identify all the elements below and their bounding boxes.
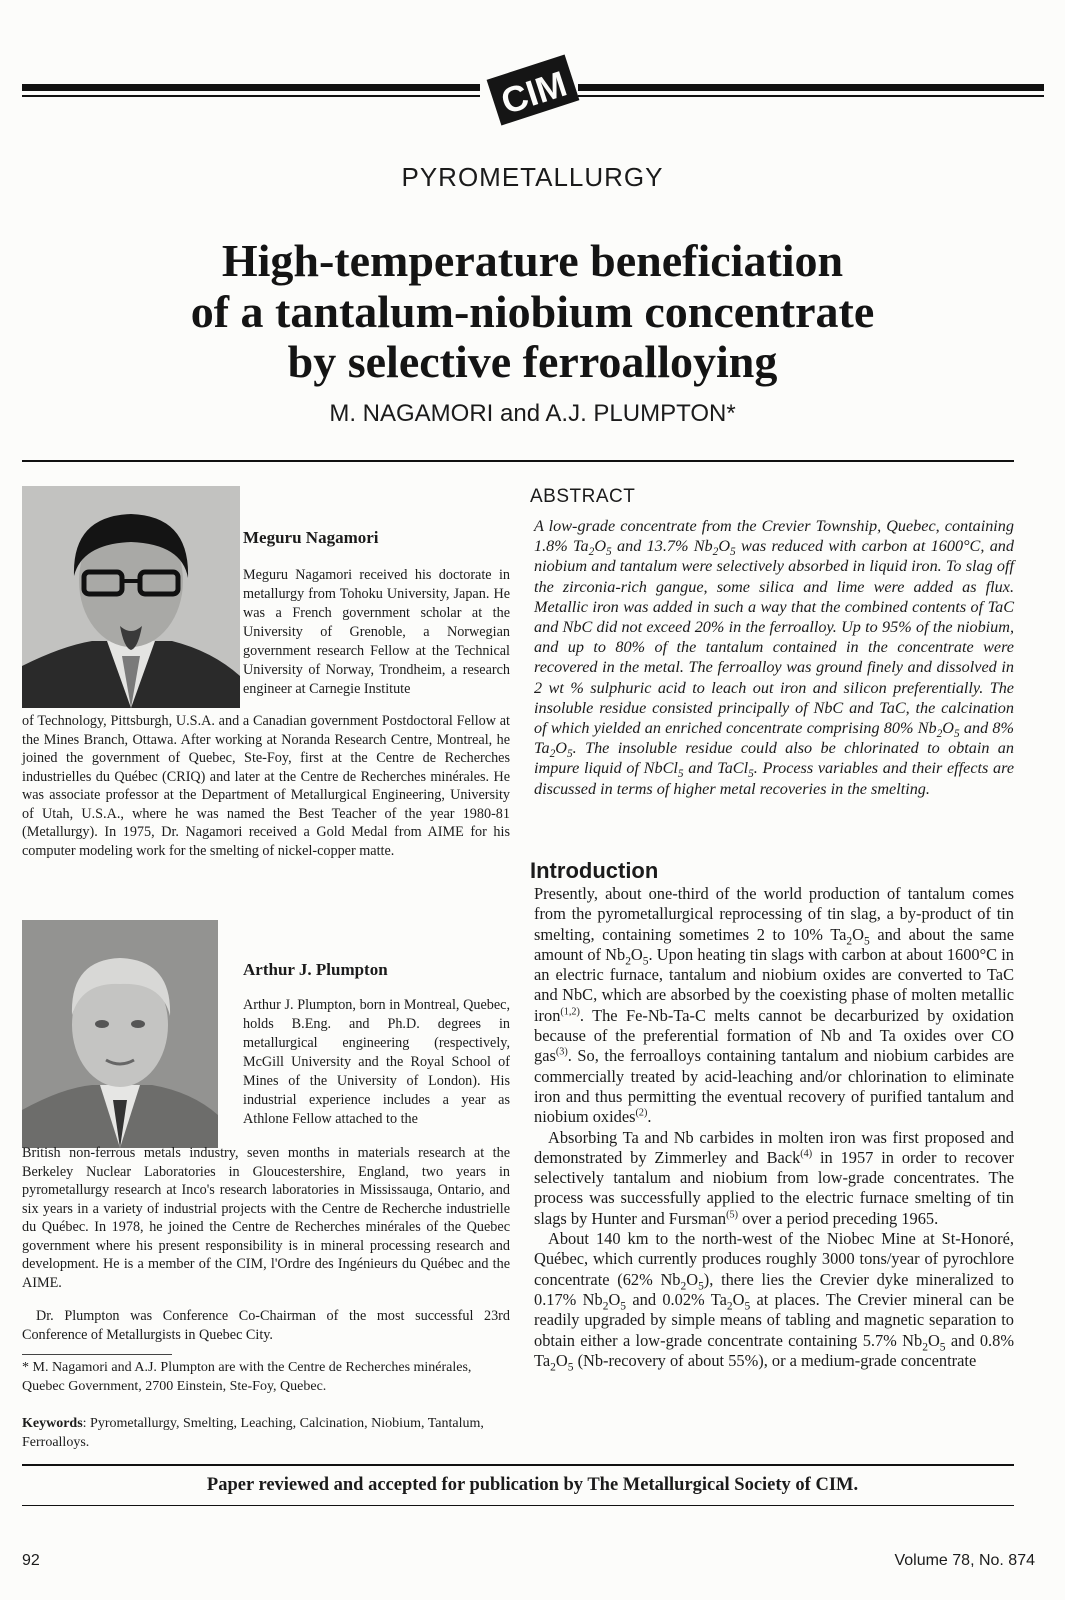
section-label: PYROMETALLURGY <box>401 162 664 192</box>
header-rule-right-thick <box>578 84 1044 91</box>
header-rule-left-thick <box>22 84 480 91</box>
intro-paragraph: Absorbing Ta and Nb carbides in molten iron was first proposed and demonstrated by Zimmerley and Back$^{(4)}$ in 1957 in order to recover selectively tantalum and niobium from low-grade concentrates. The process was successfully applied to the electric furnace smelting of tin slags by Hunter and Fursman$^{(5)}$ over a period preceding 1965. <box>534 1127 1014 1228</box>
title-line: by selective ferroalloying <box>287 336 778 388</box>
abstract-text: A low-grade concentrate from the Crevier Township, Quebec, containing 1.8% $Ta_2O_5$ and 13.7% $Nb_2O_5$ was reduced with carbon at 1600°C, and niobium and tantalum were selectively absorbed in liquid iron. To slag off the zirconia-rich gangue, some silica and lime were added as flux. Metallic iron was added in such a way that the combined contents of TaC and NbC did not exceed 20% in the ferroalloy. Up to 95% of the niobium, and up to 80% of the tantalum contained in the concentrate were recovered in the metal. The ferroalloy was ground finely and dissolved in 2 wt % sulphuric acid to leach out iron and silicon preferentially. The insoluble residue consisted principally of NbC and TaC, the calcination of which yielded an enriched concentrate comprising 80% $Nb_2O_5$ and 8% $Ta_2O_5$. The insoluble residue could also be chlorinated to obtain an impure liquid of NbCl$_5$ and TaCl$_5$. Process variables and their effects are discussed in terms of higher metal recoveries in the smelting. <box>534 517 1015 798</box>
header-rule-right-thin <box>578 95 1044 97</box>
keywords-text: : Pyrometallurgy, Smelting, Leaching, Calcination, Niobium, Tantalum, Ferroalloys. <box>22 1416 484 1450</box>
cim-logo-text: CIM <box>496 62 572 123</box>
paper-title <box>60 236 1005 388</box>
page-number: 92 <box>22 1552 40 1569</box>
review-note: Paper reviewed and accepted for publication by The Metallurgical Society of CIM. <box>206 1475 859 1495</box>
abstract-heading: ABSTRACT <box>530 486 636 507</box>
author-photo-plumpton <box>22 920 218 1148</box>
keywords-label: Keywords <box>22 1416 83 1431</box>
keywords <box>22 1414 508 1452</box>
intro-paragraph: Presently, about one-third of the world production of tantalum comes from the pyrometallurgical reprocessing of tin slag, a by-product of tin smelting, containing sometimes 2 to 10% $Ta_2O_5$ and about the same amount of $Nb_2O_5$. Upon heating tin slags with carbon at about 1600°C in an electric furnace, tantalum and niobium oxides are converted to TaC and NbC, which are absorbed by the coexisting phase of molten metallic iron$^{(1,2)}$. The Fe-Nb-Ta-C melts cannot be decarburized by oxidation because of the preferential formation of Nb and Ta oxides over CO gas$^{(3)}$. So, the ferroalloys containing tantalum and niobium carbides are commercially treated by acid-leaching and/or chlorination to eliminate iron and thus permitting the eventual recovery of purified tantalum and niobium oxides$^{(2)}$. <box>534 884 1014 1127</box>
title-line: High-temperature beneficiation <box>221 235 844 286</box>
bio-text-plumpton-extra: Dr. Plumpton was Conference Co-Chairman of the most successful 23rd Conference of Metallurgists in Quebec City. <box>22 1308 510 1343</box>
cim-logo <box>478 50 588 130</box>
volume-info: Volume 78, No. 874 <box>894 1552 1035 1569</box>
introduction-body <box>534 884 1014 1374</box>
footnote-rule <box>22 1354 172 1355</box>
title-line: of a tantalum-niobium concentrate <box>190 285 875 337</box>
bio-text-plumpton-wrap: Arthur J. Plumpton, born in Montreal, Quebec, holds B.Eng. and Ph.D. degrees in metallurgical engineering (respectively, McGill University and the Royal School of Mines of the University of London). His industrial experience includes a year as Athlone Fellow attached to the <box>243 997 510 1127</box>
bio-text-nagamori-wrap: Meguru Nagamori received his doctorate in metallurgy from Tohoku University, Japan. He was a French government scholar at the University of Grenoble, a Norwegian government research Fellow at the Technical University of Norway, Trondheim, a research engineer at Carnegie Institute <box>243 567 510 697</box>
title-divider <box>22 460 1014 462</box>
header-rule-left-thin <box>22 95 480 97</box>
author-line: M. NAGAMORI and A.J. PLUMPTON* <box>329 400 736 427</box>
author-photo-nagamori <box>22 486 240 708</box>
bio-text-plumpton: British non-ferrous metals industry, seven months in materials research at the Berkeley Nuclear Laboratories in Gloucestershire, England, two years in pyrometallurgy research at Inco's research laboratories in Mississauga, Ontario, and six years in a variety of industrial projects with the Centre de Recherche industrielle du Québec. In 1978, he joined the Centre de Recherches minérales of the Quebec government where his present responsibility is in mineral processing research and development. He is a member of the CIM, l'Ordre des Ingénieurs du Québec and the AIME. <box>22 1145 510 1291</box>
footer-rule-top <box>22 1464 1014 1466</box>
introduction-heading: Introduction <box>530 858 659 883</box>
author-affiliation-footnote: * M. Nagamori and A.J. Plumpton are with the Centre de Recherches minérales, Quebec Government, 2700 Einstein, Ste-Foy, Quebec. <box>22 1360 472 1394</box>
intro-paragraph: About 140 km to the north-west of the Niobec Mine at St-Honoré, Québec, which currently produces roughly 3000 tons/year of pyrochlore concentrate (62% $Nb_2O_5$), there lies the Crevier dyke mineralized to 0.17% $Nb_2O_5$ and 0.02% $Ta_2O_5$ at places. The Crevier mineral can be readily upgraded by simple means of tabling and magnetic separation to obtain either a low-grade concentrate containing 5.7% $Nb_2O_5$ and 0.8% $Ta_2O_5$ (Nb-recovery of about 55%), or a medium-grade concentrate <box>534 1229 1014 1374</box>
bio-name-nagamori: Meguru Nagamori <box>243 528 379 547</box>
bio-text-nagamori: of Technology, Pittsburgh, U.S.A. and a Canadian government Postdoctoral Fellow at the Mines Branch, Ottawa. After working at Noranda Research Centre, Montreal, he joined the government of Quebec, Ste-Foy, first at the Centre de Recherches industrielles du Québec (CRIQ) and later at the Centre de Recherches minérales. He was associate professor at the Department of Metallurgical Engineering, University of Utah, U.S.A., where he was named the Best Teacher of the year 1980-81 (Metallurgy). In 1975, Dr. Nagamori received a Gold Medal from AIME for his computer modeling work for the smelting of nickel-copper matte. <box>22 713 510 859</box>
footer-rule-bottom <box>22 1505 1014 1506</box>
bio-name-plumpton: Arthur J. Plumpton <box>243 960 388 979</box>
